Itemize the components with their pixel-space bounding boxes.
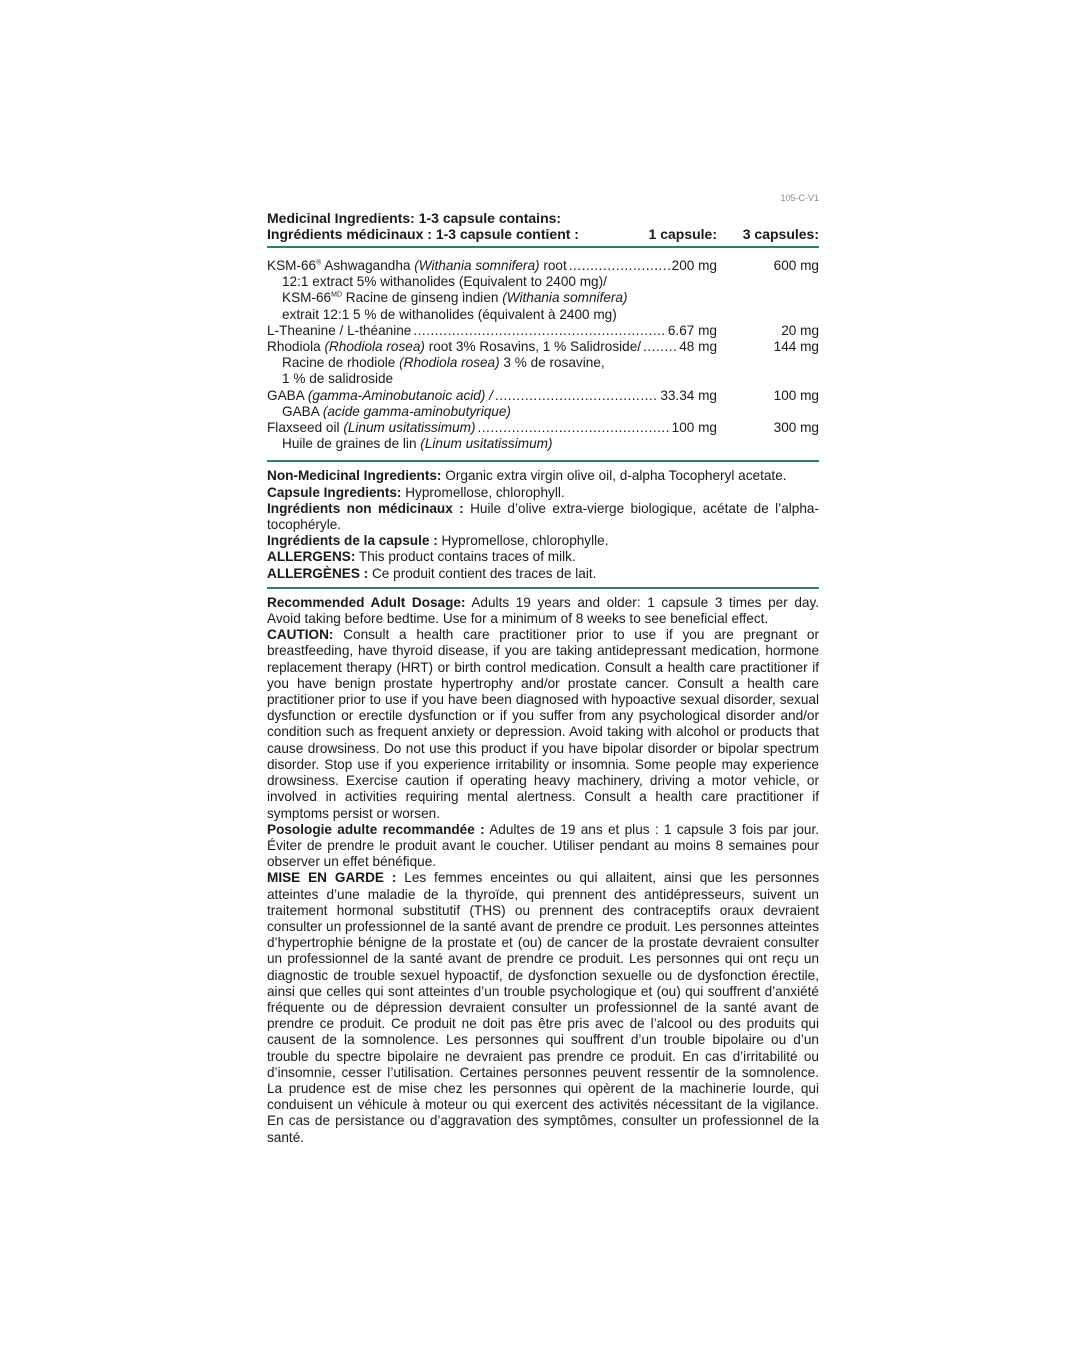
dot-leader bbox=[478, 420, 670, 436]
non-medicinal-paragraph-label: Non-Medicinal Ingredients: bbox=[267, 468, 442, 484]
header-title-en: Medicinal Ingredients: 1-3 capsule contains: bbox=[267, 210, 562, 226]
ingredient-amount-3-capsules: 20 mg bbox=[781, 322, 819, 338]
header-title-fr: Ingrédients médicinaux : 1-3 capsule contient : bbox=[267, 226, 579, 242]
non-medicinal-paragraph-text: Huile d’olive extra-vierge biologique, acétate de l’alpha-tocophéryle. bbox=[267, 500, 819, 533]
dosage-paragraph-label: MISE EN GARDE : bbox=[267, 870, 397, 886]
dosage-paragraph bbox=[267, 595, 819, 627]
dosage-paragraph-label: Posologie adulte recommandée : bbox=[267, 821, 485, 837]
header-col-1-capsule: 1 capsule: bbox=[648, 226, 717, 242]
dosage-paragraph-text: Adultes de 19 ans et plus : 1 capsule 3 fois par jour. Éviter de prendre le produit avant le coucher. Utiliser pendant au moins 8 semaines pour observer un effet bénéfique. bbox=[267, 821, 819, 870]
ingredient-amount-1-capsule: 48 mg bbox=[679, 339, 717, 355]
non-medicinal-paragraph bbox=[267, 468, 819, 484]
ingredient-detail: KSM-$66^{MD}$ Racine de ginseng indien (Withania somnifera) bbox=[282, 290, 628, 306]
ingredient-detail: 12:1 extract 5% withanolides (Equivalent to 2400 mg)/ bbox=[282, 274, 607, 290]
ingredient-row bbox=[267, 323, 819, 339]
ingredient-amount-1-capsule: 100 mg bbox=[671, 420, 717, 436]
non-medicinal-section bbox=[267, 468, 819, 581]
ingredient-amount-3-capsules: 100 mg bbox=[773, 387, 819, 403]
non-medicinal-paragraph-label: ALLERGENS: bbox=[267, 549, 356, 565]
dot-leader bbox=[643, 339, 677, 355]
non-medicinal-paragraph-text: Ce produit contient des traces de lait. bbox=[368, 565, 597, 581]
dot-leader bbox=[413, 323, 666, 339]
dot-leader bbox=[495, 388, 658, 404]
dosage-paragraph-label: CAUTION: bbox=[267, 627, 334, 643]
ingredient-name: Flaxseed oil (Linum usitatissimum) bbox=[267, 420, 476, 436]
supplement-label bbox=[267, 192, 819, 1146]
non-medicinal-paragraph-text: Hypromellose, chlorophylle. bbox=[437, 533, 609, 549]
divider-rule bbox=[267, 460, 819, 462]
non-medicinal-paragraph bbox=[267, 566, 819, 582]
non-medicinal-paragraph-label: Capsule Ingredients: bbox=[267, 484, 402, 500]
non-medicinal-paragraph bbox=[267, 501, 819, 533]
dosage-paragraph-text: Adults 19 years and older: 1 capsule 3 times per day. Avoid taking before bedtime. Use for a minimum of 8 weeks to see beneficial effect. bbox=[267, 594, 820, 627]
ingredients-header bbox=[267, 210, 819, 226]
non-medicinal-paragraph-label: ALLERGÈNES : bbox=[267, 565, 369, 581]
ingredients-header-fr bbox=[267, 226, 819, 242]
ingredient-detail: 1 % de salidroside bbox=[282, 371, 394, 387]
ingredient-detail: extrait 12:1 5 % de withanolides (équivalent à 2400 mg) bbox=[282, 306, 617, 322]
ingredients-table bbox=[267, 258, 819, 452]
non-medicinal-paragraph bbox=[267, 485, 819, 501]
ingredient-name: GABA (gamma-Aminobutanoic acid) / bbox=[267, 387, 493, 403]
ingredient-row bbox=[267, 339, 819, 355]
ingredient-name: Rhodiola (Rhodiola rosea) root 3% Rosavins, 1 % Salidroside/ bbox=[267, 339, 642, 355]
ingredient-amount-1-capsule: 200 mg bbox=[671, 258, 717, 273]
dosage-paragraph bbox=[267, 822, 819, 871]
non-medicinal-paragraph bbox=[267, 533, 819, 549]
dosage-section bbox=[267, 595, 819, 1146]
ingredient-amount-1-capsule: 6.67 mg bbox=[667, 322, 717, 338]
non-medicinal-paragraph-label: Ingrédients de la capsule : bbox=[267, 533, 438, 549]
ingredient-detail: Huile de graines de lin (Linum usitatissimum) bbox=[282, 436, 553, 452]
ingredient-amount-3-capsules: 600 mg bbox=[773, 258, 819, 273]
ingredient-row bbox=[267, 258, 819, 274]
dosage-paragraph-text: Les femmes enceintes ou qui allaitent, ainsi que les personnes atteintes d’une maladie de la thyroïde, qui prennent des antidépresseurs, suivent un traitement hormonal substitutif (THS) ou prennent des contraceptifs oraux devraient consulter un professionnel de la santé avant de prendre ce produit. Les personnes atteintes d’hypertrophie bénigne de la prostate et (ou) de cancer de la prostate devraient consulter un professionnel de la santé avant de prendre ce produit. Les personnes qui ont reçu un diagnostic de trouble sexuel hypoactif, de dysfonction sexuelle ou de dysfonction érectile, ainsi que celles qui sont atteintes d’un trouble psychologique et (ou) qui souffrent d’anxiété fréquente ou de dépression devraient consulter un professionnel de la santé avant de prendre ce produit. Ce produit ne doit pas être pris avec de l’alcool ou des produits qui causent de la somnolence. Les personnes qui souffrent d’un trouble bipolaire ou d’un trouble du spectre bipolaire ne devraient pas prendre ce produit. En cas d’irritabilité ou d’insomnie, cesser l’utilisation. Certaines personnes peuvent ressentir de la somnolence. La prudence est de mise chez les personnes qui opèrent de la machinerie lourde, qui conduisent un véhicule à moteur ou qui exercent des activités nécessitant de la vigilance. En cas de persistance ou d’aggravation des symptômes, consulter un professionnel de la santé. bbox=[267, 870, 819, 1145]
dosage-paragraph-text: Consult a health care practitioner prior to use if you are pregnant or breastfeeding, have thyroid disease, if you are taking antidepressant medication, hormone replacement therapy (HRT) or birth control medication. Consult a health care practitioner if you have benign prostate hypertrophy and/or prostate cancer. Consult a health care practitioner prior to use if you have been diagnosed with hypoactive sexual disorder, sexual dysfunction or erectile dysfunction or if you suffer from any psychological disorder and/or condition such as frequent anxiety or depression. Avoid taking with alcohol or products that cause drowsiness. Do not use this product if you have bipolar disorder or bipolar spectrum disorder. Stop use if you experience irritability or insomnia. Some people may experience drowsiness. Exercise caution if operating heavy machinery, driving a motor vehicle, or involved in activities requiring mental alertness. Consult a health care practitioner if symptoms persist or worsen. bbox=[267, 627, 819, 821]
divider-rule bbox=[267, 587, 819, 589]
ingredient-row bbox=[267, 388, 819, 404]
dosage-paragraph bbox=[267, 870, 819, 1145]
label-code: 105-C-V1 bbox=[780, 193, 819, 203]
ingredient-name: L-Theanine / L-théanine bbox=[267, 322, 412, 338]
ingredient-detail: GABA (acide gamma-aminobutyrique) bbox=[282, 403, 511, 419]
non-medicinal-paragraph-text: This product contains traces of milk. bbox=[355, 549, 576, 565]
ingredient-name: KSM-66® Ashwagandha (Withania somnifera) root bbox=[267, 258, 567, 273]
dot-leader bbox=[569, 258, 670, 274]
divider-rule bbox=[267, 246, 819, 248]
non-medicinal-paragraph-text: Hypromellose, chlorophyll. bbox=[401, 484, 565, 500]
non-medicinal-paragraph bbox=[267, 549, 819, 565]
ingredient-amount-3-capsules: 144 mg bbox=[773, 339, 819, 355]
dosage-paragraph-label: Recommended Adult Dosage: bbox=[267, 594, 466, 610]
ingredient-row bbox=[267, 420, 819, 436]
header-col-3-capsules: 3 capsules: bbox=[742, 226, 819, 242]
ingredient-amount-1-capsule: 33.34 mg bbox=[660, 387, 717, 403]
ingredient-amount-3-capsules: 300 mg bbox=[773, 420, 819, 436]
ingredient-detail: Racine de rhodiole (Rhodiola rosea) 3 % de rosavine, bbox=[282, 355, 605, 371]
dosage-paragraph bbox=[267, 627, 819, 821]
non-medicinal-paragraph-label: Ingrédients non médicinaux : bbox=[267, 500, 464, 516]
non-medicinal-paragraph-text: Organic extra virgin olive oil, d-alpha Tocopheryl acetate. bbox=[441, 468, 787, 484]
